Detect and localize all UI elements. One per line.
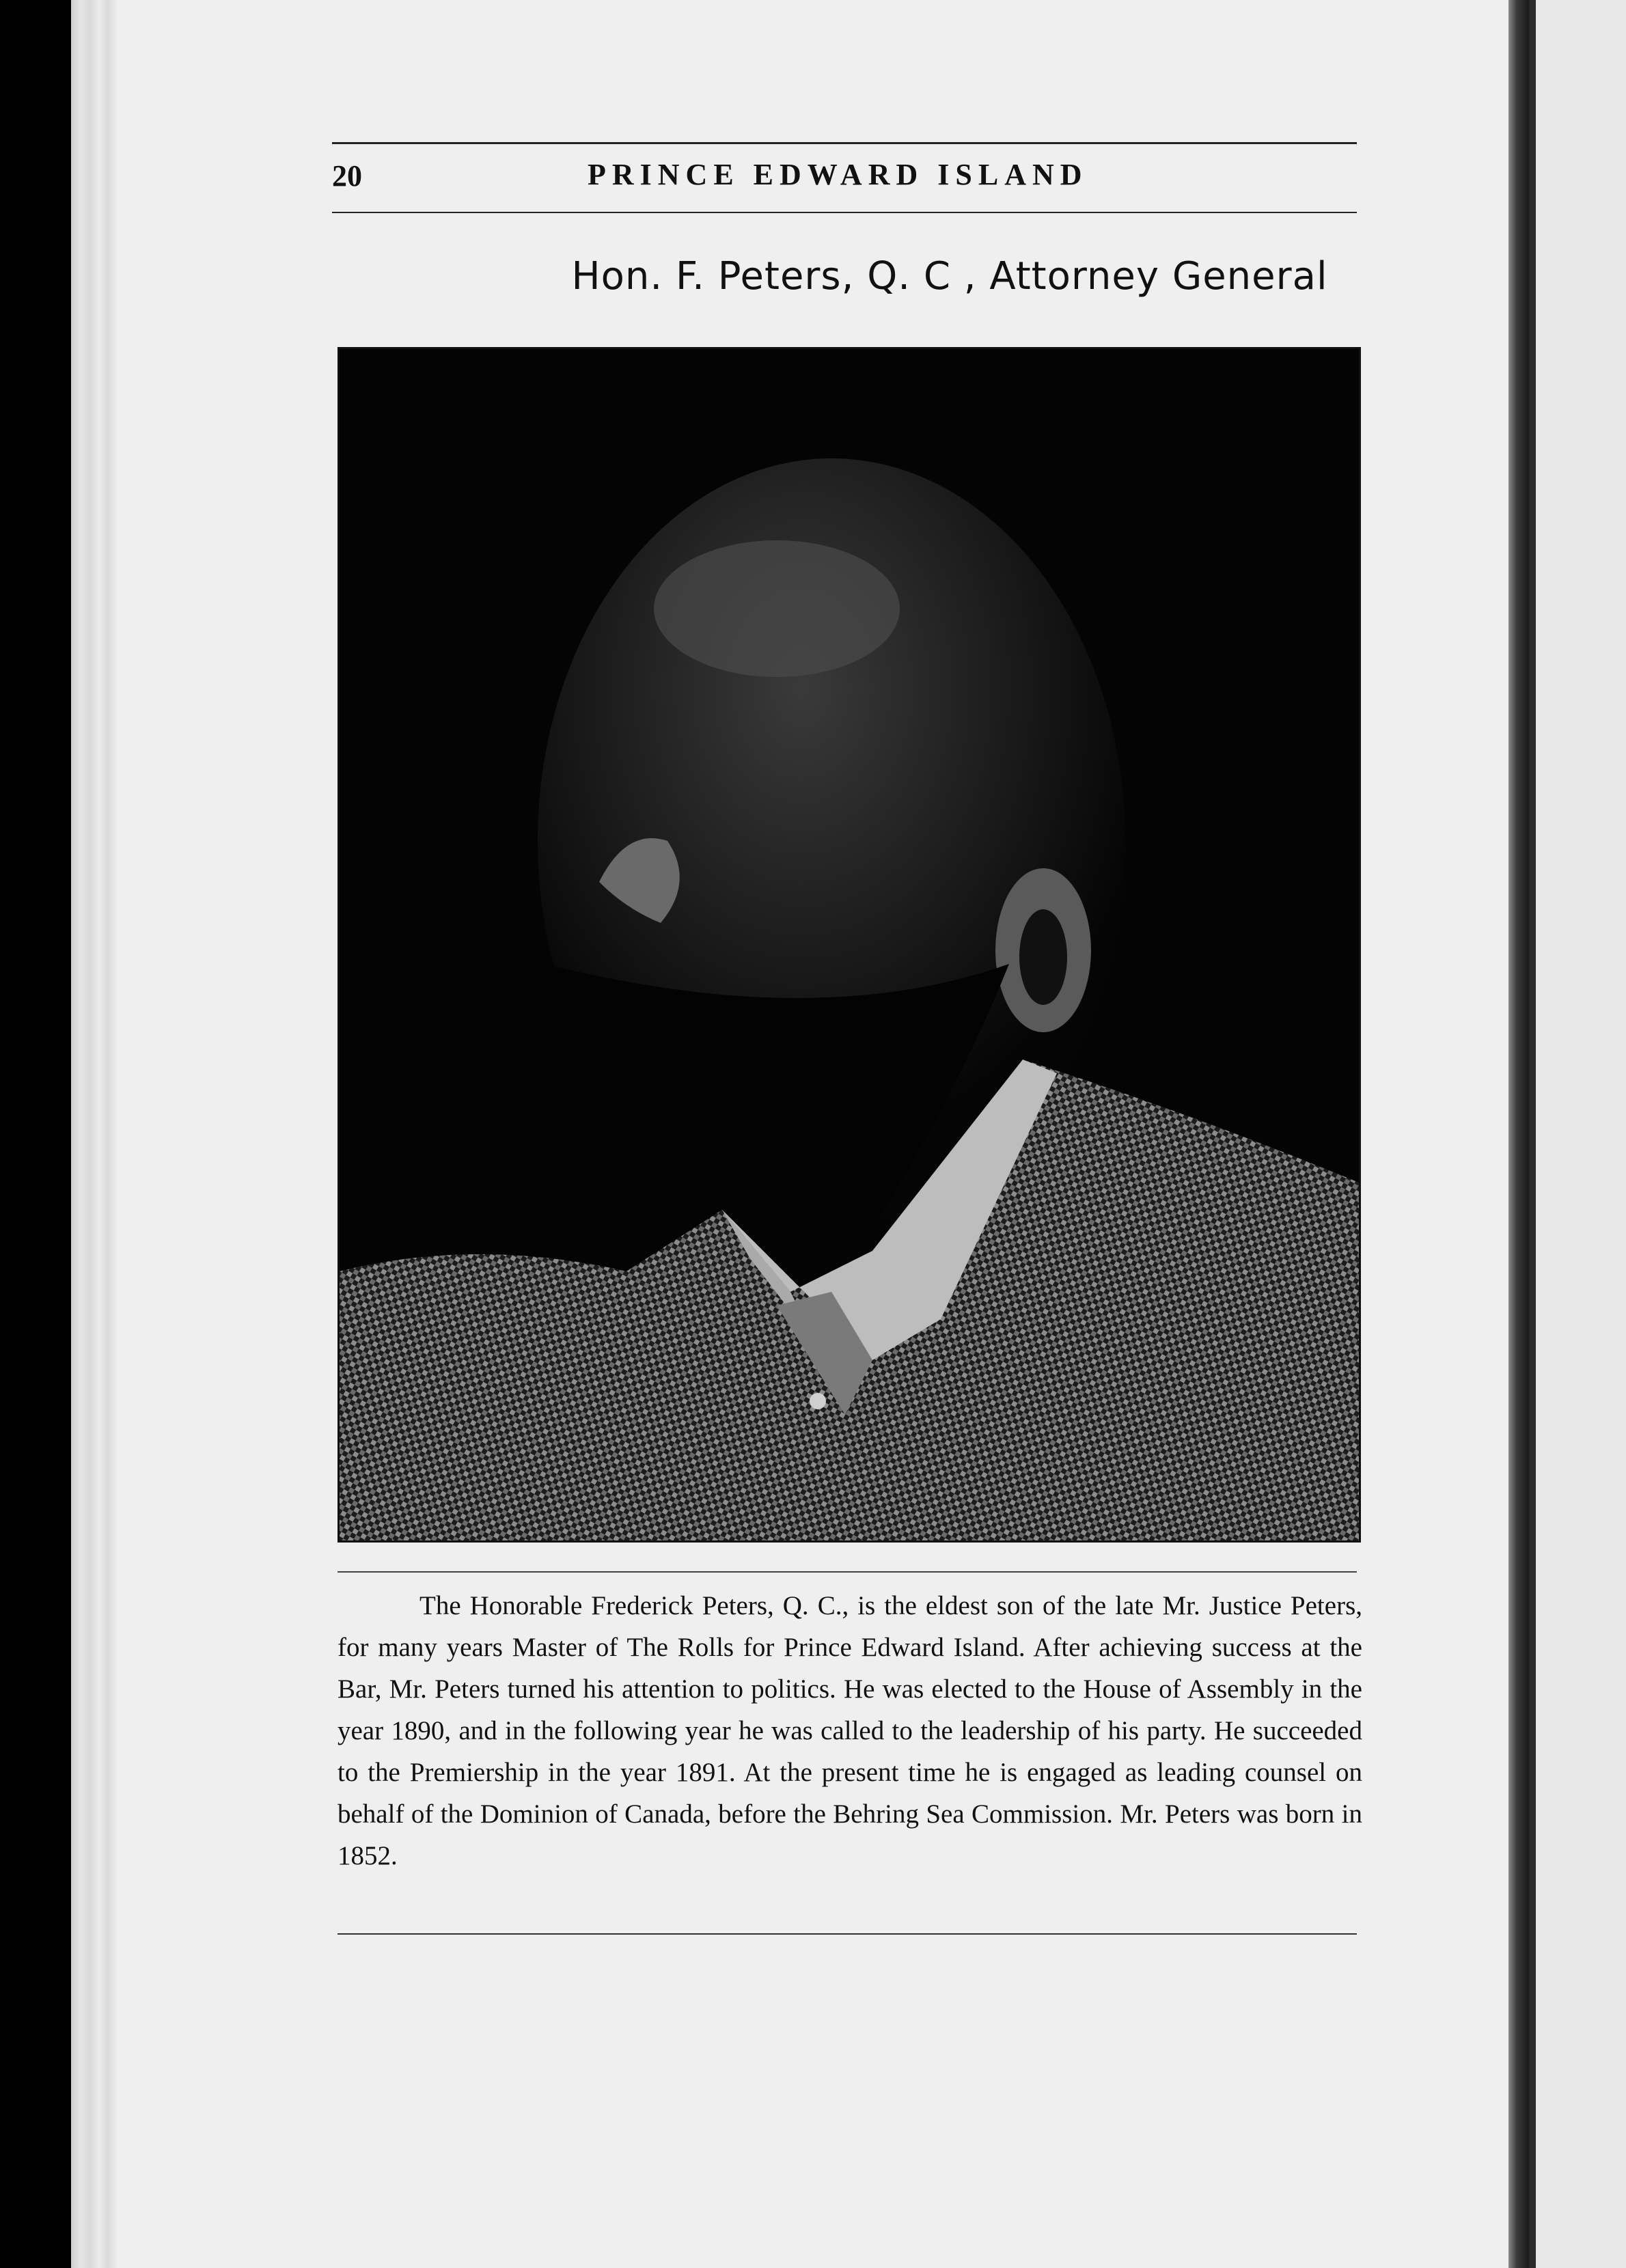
facing-page-edge bbox=[1529, 0, 1626, 2268]
facing-page-shadow bbox=[1529, 0, 1536, 2268]
text-bottom-rule bbox=[337, 1933, 1357, 1935]
portrait-illustration bbox=[340, 349, 1359, 1540]
book-spine bbox=[1508, 0, 1529, 2268]
page-edge bbox=[71, 0, 118, 2268]
text-top-rule bbox=[337, 1571, 1357, 1573]
header-bottom-rule bbox=[332, 212, 1357, 213]
photo-caption: Hon. F. Peters, Q. C , Attorney General bbox=[571, 254, 1328, 299]
biography-paragraph: The Honorable Frederick Peters, Q. C., is the eldest son of the late Mr. Justice Peters, for many years Master of The Rolls for Prince Edward Island. After achieving success at the Bar, Mr. Peters turned his attention to politics. He was elected to the House of Assembly in the year 1890, and in the following year he was called to the leadership of his party. He succeeded to the Premiership in the year 1891. At the present time he is engaged as leading counsel on behalf of the Dominion of Canada, before the Behring Sea Commission. Mr. Peters was born in 1852. bbox=[337, 1591, 1362, 1870]
portrait-photograph bbox=[337, 347, 1361, 1543]
page-number: 20 bbox=[332, 159, 362, 193]
header-top-rule bbox=[332, 142, 1357, 144]
running-title: PRINCE EDWARD ISLAND bbox=[588, 158, 1088, 191]
